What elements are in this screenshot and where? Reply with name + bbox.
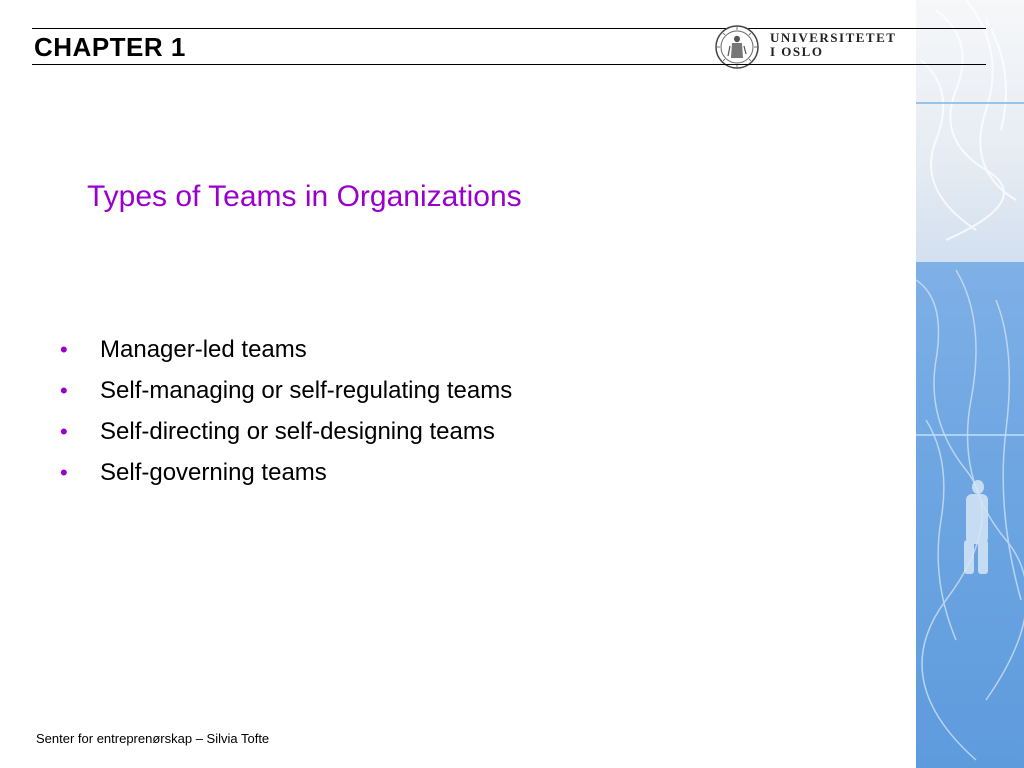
bullet-item (60, 457, 512, 498)
header-rule-bottom (32, 64, 986, 65)
decorative-side-panel (916, 0, 1024, 768)
bullet-item (60, 416, 512, 457)
bullet-text: Self-governing teams (100, 459, 327, 486)
bullet-icon: • (60, 378, 68, 403)
bullet-text: Manager-led teams (100, 336, 307, 363)
bullet-item (60, 334, 512, 375)
university-name-line-2: I OSLO (770, 44, 824, 59)
university-wordmark (770, 31, 896, 59)
bullet-text: Self-directing or self-designing teams (100, 418, 495, 445)
slide-title: Types of Teams in Organizations (87, 180, 522, 213)
header-rule-top (32, 28, 986, 29)
university-name-line-1: UNIVERSITETET (770, 30, 897, 45)
statue-illustration-icon (916, 0, 1024, 768)
bullet-item (60, 375, 512, 416)
bullet-list (60, 334, 512, 498)
bullet-icon: • (60, 419, 68, 444)
footer-credit: Senter for entreprenørskap – Silvia Tofte (36, 731, 270, 746)
chapter-heading: CHAPTER 1 (34, 32, 186, 62)
bullet-icon: • (60, 460, 68, 485)
bullet-text: Self-managing or self-regulating teams (100, 377, 513, 404)
bullet-icon: • (60, 337, 68, 362)
